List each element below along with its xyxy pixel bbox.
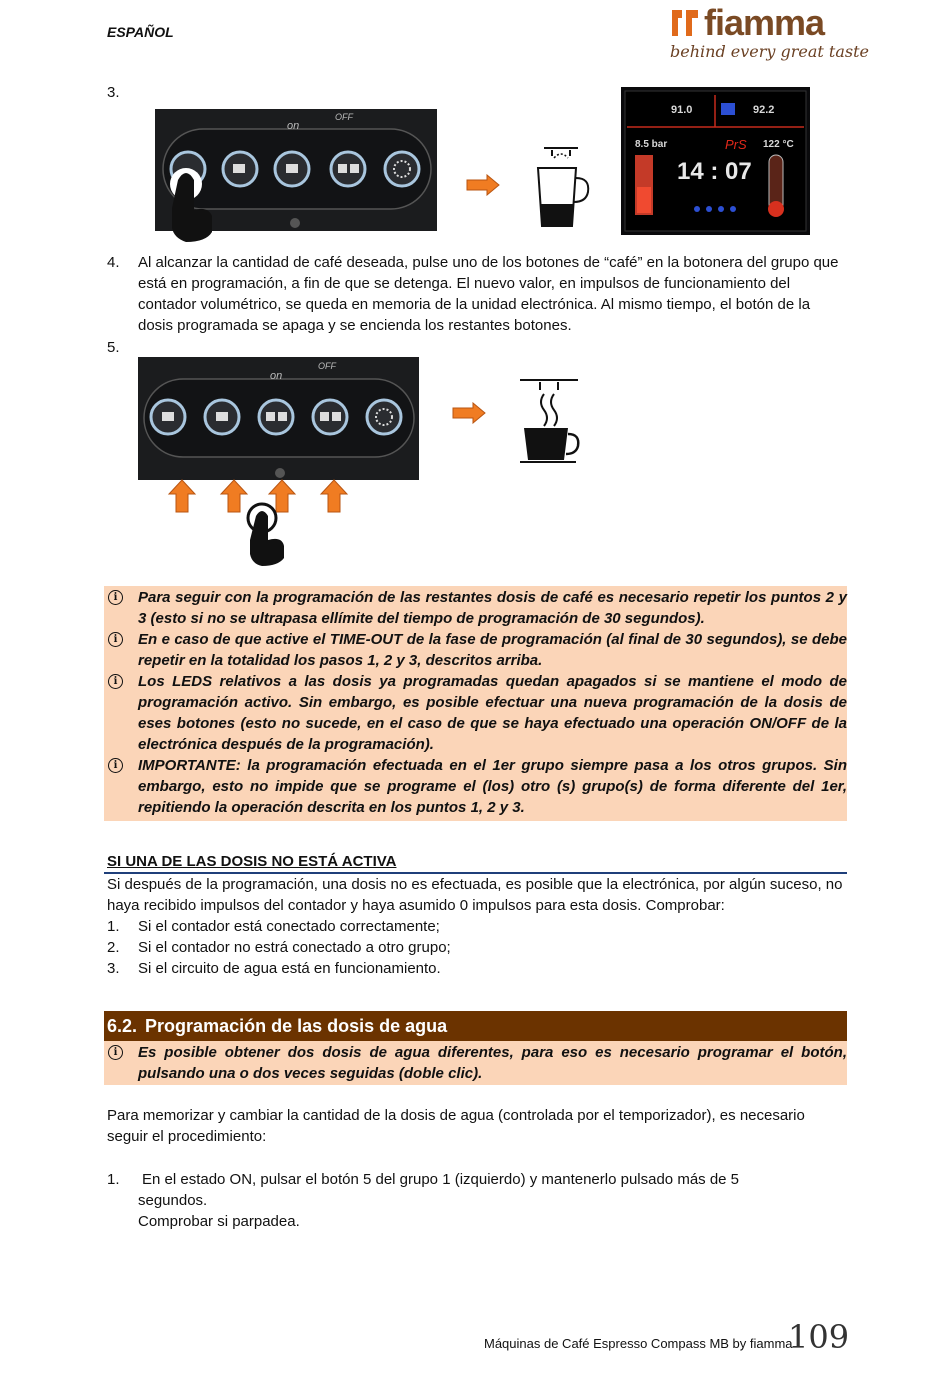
note-text-1: Para seguir con la programación de las restantes dosis de café es necesario repetir los puntos 2 y 3 (esto si no se ultrapasa ellímite del tiempo de programación de 30 segundos). [138, 589, 847, 627]
info-icon: i [108, 758, 123, 773]
step-4-text: Al alcanzar la cantidad de café deseada, pulse uno de los botones de “café” en la botonera del grupo que está en programación, a fin de que se detenga. El nuevo valor, en impulsos de funcionamiento del contador volumétrico, se queda en memoria de la unidad electrónica. Al mismo tiempo, el botón de la dosis programada se apaga y se encienda los restantes botones. [138, 254, 839, 334]
page-number: 109 [788, 1318, 850, 1356]
display-screen [621, 87, 810, 235]
water-dose-note: Es posible obtener dos dosis de agua diferentes, para eso es necesario programar el botón, pulsando una o dos veces seguidas (doble clic). [138, 1044, 847, 1082]
water-step-1-check: Comprobar si parpadea. [138, 1213, 300, 1230]
note-item [104, 755, 847, 818]
note-text-3: Los LEDS relativos a las dosis ya programadas quedan apagados si se mantiene el modo de programación activo. Sin embargo, es posible efectuar una nueva programación de la dosis de eses botones (esto no sucede, en el caso de que se haya efectuado una operación ON/OFF de la electrónica después de la programación). [138, 673, 847, 753]
pressing-hand-icon-2 [240, 500, 290, 568]
display-mode: PrS [725, 137, 747, 152]
inactive-dose-heading: SI UNA DE LAS DOSIS NO ESTÁ ACTIVA [107, 853, 397, 870]
check-item-1-text: Si el contador está conectado correctamente; [138, 918, 440, 935]
note-text-4: IMPORTANTE: la programación efectuada en el 1er grupo siempre pasa a los otros grupos. Sin embargo, esto no impide que se programe el (los) otro (s) grupo(s) de forma diferente del 1er, repitiendo la operación descrita en los puntos 1, 2 y 3. [138, 757, 847, 816]
section-number: 6.2. [107, 1016, 138, 1036]
panel-on-label-2: on [270, 370, 283, 382]
step-4-number: 4. [107, 254, 120, 271]
fiamma-logo-icon [668, 6, 702, 40]
note-item [104, 671, 847, 755]
display-clock: 14 : 07 [677, 158, 752, 185]
arrow-right-icon [466, 174, 500, 196]
panel-on-label: on [287, 120, 300, 132]
check-item-3-text: Si el circuito de agua está en funcionamiento. [138, 960, 441, 977]
language-label: ESPAÑOL [107, 24, 174, 40]
check-item-1-number: 1. [107, 918, 120, 935]
cup-filling-icon [528, 142, 594, 232]
info-icon: i [108, 1045, 123, 1060]
water-step-1-text: En el estado ON, pulsar el botón 5 del grupo 1 (izquierdo) y mantenerlo pulsado más de 5 segundos. [138, 1171, 740, 1209]
control-display [621, 87, 810, 235]
note-item [104, 1042, 847, 1084]
note-item [104, 629, 847, 671]
cup-full-icon [516, 374, 584, 466]
water-dose-note-box [104, 1041, 847, 1085]
arrow-right-icon-2 [452, 402, 486, 424]
section-6-2-heading [104, 1011, 847, 1041]
info-icon: i [108, 590, 123, 605]
note-item [104, 587, 847, 629]
info-icon: i [108, 674, 123, 689]
fiamma-logo [668, 2, 870, 64]
pressing-hand-icon [166, 162, 216, 242]
check-item-2-number: 2. [107, 939, 120, 956]
logo-wordmark: fiamma [704, 2, 825, 43]
water-dose-intro: Para memorizar y cambiar la cantidad de la dosis de agua (controlada por el temporizador), es necesario seguir el procedimiento: [107, 1107, 805, 1145]
display-boiler-temp: 122 °C [763, 139, 794, 150]
logo-tagline: behind every great taste [670, 42, 870, 61]
panel-off-label: OFF [335, 112, 353, 122]
display-temp-left: 91.0 [671, 104, 693, 116]
panel-off-label-2: OFF [318, 361, 336, 371]
check-item-2-text: Si el contador no estrá conectado a otro grupo; [138, 939, 451, 956]
step-3-number: 3. [107, 84, 120, 101]
button-panel-drawing-2 [138, 357, 419, 480]
display-temp-right: 92.2 [753, 104, 775, 116]
footer-title: Máquinas de Café Espresso Compass MB by fiamma [484, 1336, 793, 1351]
note-text-2: En e caso de que active el TIME-OUT de la fase de programación (al final de 30 segundos), se debe repetir en la totalidad los pasos 1, 2 y 3, descritos arriba. [138, 631, 847, 669]
inactive-dose-intro: Si después de la programación, una dosis no es efectuada, es posible que la electrónica, por algún suceso, no haya recibido impulsos del contador y haya asumido 0 impulsos para esta dosis. Comprobar: [107, 876, 843, 914]
programming-notes-box [104, 586, 847, 821]
water-step-1-number: 1. [107, 1171, 120, 1188]
section-title: Programación de las dosis de agua [145, 1016, 448, 1036]
check-item-3-number: 3. [107, 960, 120, 977]
button-panel-image-2 [138, 357, 419, 480]
display-pressure: 8.5 bar [635, 139, 668, 150]
step-5-number: 5. [107, 339, 120, 356]
info-icon: i [108, 632, 123, 647]
